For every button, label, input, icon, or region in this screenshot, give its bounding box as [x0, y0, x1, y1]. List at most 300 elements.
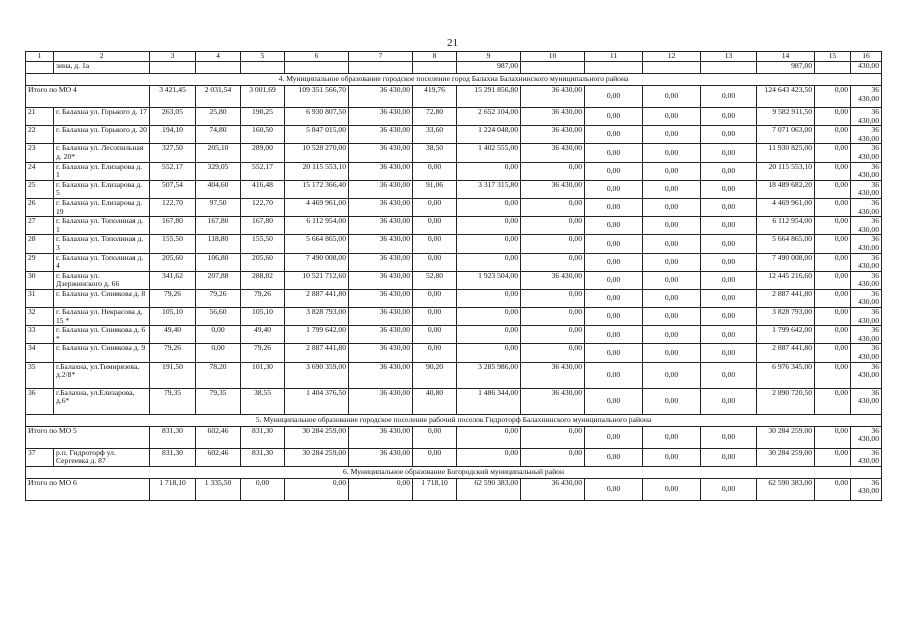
- value-cell: 191,50: [150, 362, 196, 388]
- value-cell: 3 828 793,00: [285, 308, 349, 326]
- value-cell: 0,00: [701, 108, 757, 126]
- value-cell: 0,00: [413, 344, 457, 362]
- value-cell: 167,80: [241, 217, 285, 235]
- value-cell: 12 445 216,60: [757, 271, 815, 289]
- value-cell: 5 664 865,00: [757, 235, 815, 253]
- value-cell: 25: [26, 180, 54, 198]
- value-cell: 2 652 104,00: [457, 108, 521, 126]
- value-cell: 0,00: [815, 388, 851, 414]
- data-table: [25, 51, 882, 501]
- value-cell: 4 469 961,00: [757, 198, 815, 216]
- value-cell: 0,00: [585, 217, 643, 235]
- value-cell: 97,50: [196, 198, 241, 216]
- value-cell: 0,00: [521, 198, 585, 216]
- value-cell: 0,00: [815, 217, 851, 235]
- table-row: [26, 217, 882, 235]
- value-cell: 0,00: [701, 126, 757, 144]
- value-cell: 0,00: [643, 308, 701, 326]
- value-cell: 36 430,00: [851, 144, 882, 162]
- column-header: 9: [457, 52, 521, 62]
- column-header: 2: [54, 52, 150, 62]
- column-header: 11: [585, 52, 643, 62]
- value-cell: 0,00: [585, 144, 643, 162]
- value-cell: 36 430,00: [521, 108, 585, 126]
- value-cell: 0,00: [521, 253, 585, 271]
- value-cell: 29: [26, 253, 54, 271]
- value-cell: 36 430,00: [349, 86, 413, 108]
- value-cell: 1 404 376,50: [285, 388, 349, 414]
- value-cell: 2 887 441,80: [285, 344, 349, 362]
- value-cell: 2 887 441,80: [757, 344, 815, 362]
- value-cell: 36 430,00: [851, 162, 882, 180]
- value-cell: 0,00: [643, 253, 701, 271]
- address-cell: г. Балахна ул. Тополиная д. 4: [54, 253, 150, 271]
- value-cell: 20 115 553,10: [285, 162, 349, 180]
- value-cell: 0,00: [701, 426, 757, 448]
- value-cell: 0,00: [457, 235, 521, 253]
- value-cell: 0,00: [643, 388, 701, 414]
- value-cell: 0,00: [241, 478, 285, 500]
- value-cell: [521, 62, 585, 74]
- value-cell: 36: [26, 388, 54, 414]
- value-cell: 36 430,00: [521, 271, 585, 289]
- value-cell: 21: [26, 108, 54, 126]
- value-cell: 0,00: [815, 180, 851, 198]
- value-cell: 18 489 682,20: [757, 180, 815, 198]
- value-cell: 207,88: [196, 271, 241, 289]
- value-cell: 0,00: [585, 162, 643, 180]
- column-header: 4: [196, 52, 241, 62]
- value-cell: 105,10: [241, 308, 285, 326]
- value-cell: 79,35: [150, 388, 196, 414]
- value-cell: 0,00: [643, 271, 701, 289]
- address-cell: г. Балахна ул. Горького д. 17: [54, 108, 150, 126]
- address-cell: г. Балахна ул. Дзержинского д. 66: [54, 271, 150, 289]
- value-cell: 36 430,00: [521, 362, 585, 388]
- value-cell: 1 799 642,00: [285, 326, 349, 344]
- column-header: 5: [241, 52, 285, 62]
- address-cell: Итого по МО 6: [26, 478, 150, 500]
- value-cell: 831,30: [150, 448, 196, 466]
- total-row: [26, 478, 882, 500]
- value-cell: 27: [26, 217, 54, 235]
- value-cell: 36 430,00: [851, 180, 882, 198]
- value-cell: 2 887 441,80: [757, 289, 815, 307]
- value-cell: 30: [26, 271, 54, 289]
- address-cell: г. Балахна ул. Тополиная д. 1: [54, 217, 150, 235]
- value-cell: 36 430,00: [349, 388, 413, 414]
- column-header: 12: [643, 52, 701, 62]
- address-cell: г.Балахна, ул.Елизарова, д.6*: [54, 388, 150, 414]
- column-header: 16: [851, 52, 882, 62]
- value-cell: 0,00: [643, 478, 701, 500]
- section-row: [26, 74, 882, 86]
- value-cell: 0,00: [701, 388, 757, 414]
- value-cell: 106,80: [196, 253, 241, 271]
- value-cell: 0,00: [815, 362, 851, 388]
- value-cell: [643, 62, 701, 74]
- value-cell: 36 430,00: [851, 217, 882, 235]
- value-cell: 0,00: [815, 126, 851, 144]
- value-cell: 40,80: [413, 388, 457, 414]
- value-cell: [349, 62, 413, 74]
- value-cell: 0,00: [643, 235, 701, 253]
- value-cell: 0,00: [643, 362, 701, 388]
- value-cell: 36 430,00: [521, 180, 585, 198]
- value-cell: 0,00: [585, 108, 643, 126]
- address-cell: г. Балахна ул. Синякова д. 8: [54, 289, 150, 307]
- value-cell: 79,26: [196, 289, 241, 307]
- value-cell: 0,00: [815, 162, 851, 180]
- value-cell: 205,60: [150, 253, 196, 271]
- value-cell: 0,00: [643, 344, 701, 362]
- address-cell: г. Балахна ул. Тополиная д. 3: [54, 235, 150, 253]
- value-cell: 329,05: [196, 162, 241, 180]
- value-cell: 263,05: [150, 108, 196, 126]
- value-cell: 0,00: [457, 308, 521, 326]
- value-cell: 602,46: [196, 426, 241, 448]
- value-cell: 987,00: [457, 62, 521, 74]
- value-cell: 0,00: [521, 217, 585, 235]
- value-cell: 0,00: [413, 426, 457, 448]
- value-cell: 30 284 259,00: [285, 448, 349, 466]
- value-cell: 0,00: [585, 426, 643, 448]
- table-row: [26, 362, 882, 388]
- value-cell: 36 430,00: [851, 271, 882, 289]
- address-cell: г. Балахна ул. Лесопильная д. 20*: [54, 144, 150, 162]
- value-cell: 9 582 911,50: [757, 108, 815, 126]
- value-cell: 78,20: [196, 362, 241, 388]
- value-cell: 6 112 954,00: [757, 217, 815, 235]
- value-cell: 36 430,00: [349, 235, 413, 253]
- value-cell: 3 001,69: [241, 86, 285, 108]
- value-cell: 36 430,00: [851, 362, 882, 388]
- value-cell: 36 430,00: [851, 326, 882, 344]
- section-title: 4. Муниципальное образование городское поселение город Балахна Балахнинского муниципального района: [26, 74, 882, 86]
- value-cell: 0,00: [457, 326, 521, 344]
- value-cell: 90,20: [413, 362, 457, 388]
- value-cell: 36 430,00: [349, 108, 413, 126]
- value-cell: 36 430,00: [521, 144, 585, 162]
- value-cell: 0,00: [643, 426, 701, 448]
- table-body: [26, 52, 882, 501]
- value-cell: 416,48: [241, 180, 285, 198]
- address-cell: зина, д. 1а: [54, 62, 150, 74]
- value-cell: 0,00: [585, 326, 643, 344]
- value-cell: 0,00: [701, 344, 757, 362]
- address-cell: Итого по МО 5: [26, 426, 150, 448]
- section-row: [26, 414, 882, 426]
- value-cell: [26, 62, 54, 74]
- value-cell: 0,00: [521, 344, 585, 362]
- value-cell: 36 430,00: [851, 289, 882, 307]
- value-cell: 831,30: [241, 448, 285, 466]
- value-cell: 0,00: [521, 235, 585, 253]
- page-number: 21: [447, 37, 458, 49]
- address-cell: г. Балахна ул. Елизарова д. 5: [54, 180, 150, 198]
- value-cell: 36 430,00: [521, 126, 585, 144]
- value-cell: 3 317 315,80: [457, 180, 521, 198]
- value-cell: 36 430,00: [349, 344, 413, 362]
- value-cell: 0,00: [413, 217, 457, 235]
- value-cell: 36 430,00: [349, 253, 413, 271]
- value-cell: 0,00: [585, 253, 643, 271]
- value-cell: 30 284 259,00: [757, 426, 815, 448]
- value-cell: 205,60: [241, 253, 285, 271]
- value-cell: 49,40: [150, 326, 196, 344]
- value-cell: 1 923 504,00: [457, 271, 521, 289]
- value-cell: 1 402 555,00: [457, 144, 521, 162]
- value-cell: 0,00: [585, 308, 643, 326]
- value-cell: 26: [26, 198, 54, 216]
- value-cell: 122,70: [150, 198, 196, 216]
- value-cell: 419,76: [413, 86, 457, 108]
- value-cell: 36 430,00: [851, 448, 882, 466]
- value-cell: 0,00: [815, 86, 851, 108]
- value-cell: 52,80: [413, 271, 457, 289]
- value-cell: 15 172 366,40: [285, 180, 349, 198]
- value-cell: 31: [26, 289, 54, 307]
- value-cell: 34: [26, 344, 54, 362]
- value-cell: 6 976 345,00: [757, 362, 815, 388]
- value-cell: 0,00: [643, 144, 701, 162]
- value-cell: 118,80: [196, 235, 241, 253]
- value-cell: 3 690 359,00: [285, 362, 349, 388]
- value-cell: 831,30: [241, 426, 285, 448]
- value-cell: 0,00: [701, 253, 757, 271]
- table-row: [26, 271, 882, 289]
- value-cell: 0,00: [457, 289, 521, 307]
- value-cell: 79,26: [241, 344, 285, 362]
- value-cell: 0,00: [585, 86, 643, 108]
- value-cell: 36 430,00: [349, 308, 413, 326]
- value-cell: 6 930 807,50: [285, 108, 349, 126]
- column-header: 10: [521, 52, 585, 62]
- table-row: [26, 108, 882, 126]
- value-cell: 36 430,00: [851, 253, 882, 271]
- value-cell: 10 521 712,60: [285, 271, 349, 289]
- value-cell: 33,60: [413, 126, 457, 144]
- value-cell: 0,00: [701, 235, 757, 253]
- value-cell: 0,00: [285, 478, 349, 500]
- value-cell: 0,00: [521, 162, 585, 180]
- value-cell: 1 486 344,00: [457, 388, 521, 414]
- value-cell: 0,00: [815, 198, 851, 216]
- column-header: 3: [150, 52, 196, 62]
- value-cell: 0,00: [413, 448, 457, 466]
- value-cell: 0,00: [815, 308, 851, 326]
- value-cell: 430,00: [851, 62, 882, 74]
- value-cell: 36 430,00: [349, 426, 413, 448]
- address-cell: г. Балахна ул. Некрасова д. 15 *: [54, 308, 150, 326]
- value-cell: 74,80: [196, 126, 241, 144]
- value-cell: 0,00: [413, 235, 457, 253]
- total-row: [26, 426, 882, 448]
- value-cell: 0,00: [815, 289, 851, 307]
- address-cell: г. Балахна ул. Синякова д. 6 *: [54, 326, 150, 344]
- value-cell: 3 421,45: [150, 86, 196, 108]
- value-cell: 0,00: [643, 126, 701, 144]
- value-cell: 36 430,00: [349, 144, 413, 162]
- value-cell: 0,00: [701, 180, 757, 198]
- value-cell: 0,00: [585, 388, 643, 414]
- value-cell: 0,00: [585, 126, 643, 144]
- value-cell: 1 335,50: [196, 478, 241, 500]
- address-cell: г.Балахна, ул.Тимирязева, д.2/8*: [54, 362, 150, 388]
- value-cell: 36 430,00: [851, 198, 882, 216]
- value-cell: 0,00: [585, 289, 643, 307]
- value-cell: 288,82: [241, 271, 285, 289]
- value-cell: 0,00: [643, 180, 701, 198]
- value-cell: 0,00: [701, 217, 757, 235]
- value-cell: 72,80: [413, 108, 457, 126]
- value-cell: 36 430,00: [521, 388, 585, 414]
- value-cell: 831,30: [150, 426, 196, 448]
- value-cell: 0,00: [815, 271, 851, 289]
- value-cell: 602,46: [196, 448, 241, 466]
- section-title: 6. Муниципальное образование Богородский муниципальный район: [26, 466, 882, 478]
- section-title: 5. Муниципальное образование городское поселение рабочий поселок Гидроторф Балахнинского муниципального района: [26, 414, 882, 426]
- section-row: [26, 466, 882, 478]
- value-cell: 22: [26, 126, 54, 144]
- value-cell: 507,54: [150, 180, 196, 198]
- value-cell: 0,00: [815, 235, 851, 253]
- table-row: [26, 162, 882, 180]
- value-cell: 36 430,00: [521, 86, 585, 108]
- value-cell: 0,00: [457, 198, 521, 216]
- value-cell: 0,00: [815, 108, 851, 126]
- value-cell: 0,00: [457, 217, 521, 235]
- column-header: 6: [285, 52, 349, 62]
- value-cell: 327,50: [150, 144, 196, 162]
- value-cell: 0,00: [521, 326, 585, 344]
- value-cell: 0,00: [643, 86, 701, 108]
- value-cell: 0,00: [413, 198, 457, 216]
- value-cell: 37: [26, 448, 54, 466]
- value-cell: 0,00: [457, 426, 521, 448]
- value-cell: 1 718,10: [413, 478, 457, 500]
- value-cell: 0,00: [815, 448, 851, 466]
- total-row: [26, 86, 882, 108]
- value-cell: 109 351 566,70: [285, 86, 349, 108]
- value-cell: [241, 62, 285, 74]
- address-cell: г. Балахна ул. Елизарова д. 1: [54, 162, 150, 180]
- value-cell: 0,00: [701, 448, 757, 466]
- value-cell: 79,35: [196, 388, 241, 414]
- value-cell: 25,80: [196, 108, 241, 126]
- value-cell: 5 847 015,00: [285, 126, 349, 144]
- table-row: [26, 289, 882, 307]
- value-cell: 0,00: [585, 344, 643, 362]
- value-cell: 79,26: [150, 289, 196, 307]
- value-cell: 36 430,00: [851, 235, 882, 253]
- value-cell: 2 890 720,50: [757, 388, 815, 414]
- value-cell: 101,30: [241, 362, 285, 388]
- value-cell: 38,55: [241, 388, 285, 414]
- table-row: [26, 235, 882, 253]
- value-cell: 1 799 642,00: [757, 326, 815, 344]
- value-cell: 167,80: [196, 217, 241, 235]
- value-cell: 2 887 441,80: [285, 289, 349, 307]
- value-cell: 155,50: [241, 235, 285, 253]
- value-cell: 0,00: [815, 344, 851, 362]
- value-cell: 3 828 793,00: [757, 308, 815, 326]
- value-cell: 0,00: [457, 253, 521, 271]
- column-header: 1: [26, 52, 54, 62]
- column-header: 15: [815, 52, 851, 62]
- value-cell: 11 930 825,00: [757, 144, 815, 162]
- value-cell: 36 430,00: [851, 108, 882, 126]
- value-cell: 0,00: [585, 198, 643, 216]
- value-cell: 36 430,00: [349, 362, 413, 388]
- column-header: 13: [701, 52, 757, 62]
- value-cell: 32: [26, 308, 54, 326]
- value-cell: 0,00: [413, 326, 457, 344]
- value-cell: 36 430,00: [349, 162, 413, 180]
- value-cell: 0,00: [643, 289, 701, 307]
- value-cell: 36 430,00: [851, 308, 882, 326]
- value-cell: 0,00: [643, 162, 701, 180]
- value-cell: 0,00: [585, 271, 643, 289]
- value-cell: 0,00: [585, 478, 643, 500]
- value-cell: 0,00: [643, 198, 701, 216]
- value-cell: 36 430,00: [521, 478, 585, 500]
- address-cell: г. Балахна ул. Елизарова д. 19: [54, 198, 150, 216]
- value-cell: 36 430,00: [349, 180, 413, 198]
- value-cell: 36 430,00: [349, 198, 413, 216]
- value-cell: 28: [26, 235, 54, 253]
- value-cell: 5 664 865,00: [285, 235, 349, 253]
- value-cell: [150, 62, 196, 74]
- value-cell: 0,00: [815, 253, 851, 271]
- column-header: 8: [413, 52, 457, 62]
- value-cell: 0,00: [196, 344, 241, 362]
- table-row: [26, 326, 882, 344]
- value-cell: 10 528 270,00: [285, 144, 349, 162]
- value-cell: 6 112 954,00: [285, 217, 349, 235]
- value-cell: 35: [26, 362, 54, 388]
- value-cell: 167,80: [150, 217, 196, 235]
- table-row: [26, 308, 882, 326]
- value-cell: 194,10: [150, 126, 196, 144]
- value-cell: 36 430,00: [851, 86, 882, 108]
- address-cell: Итого по МО 4: [26, 86, 150, 108]
- value-cell: 79,26: [241, 289, 285, 307]
- value-cell: 0,00: [457, 448, 521, 466]
- value-cell: 36 430,00: [851, 426, 882, 448]
- value-cell: 2 031,54: [196, 86, 241, 108]
- value-cell: 36 430,00: [349, 448, 413, 466]
- value-cell: 124 643 423,50: [757, 86, 815, 108]
- value-cell: 0,00: [585, 362, 643, 388]
- value-cell: 36 430,00: [349, 217, 413, 235]
- value-cell: 1 718,10: [150, 478, 196, 500]
- value-cell: [585, 62, 643, 74]
- value-cell: 0,00: [196, 326, 241, 344]
- address-cell: г. Балахна ул. Синякова д. 9: [54, 344, 150, 362]
- value-cell: 36 430,00: [851, 344, 882, 362]
- value-cell: 0,00: [521, 448, 585, 466]
- value-cell: 0,00: [585, 180, 643, 198]
- table-row: [26, 126, 882, 144]
- value-cell: 0,00: [701, 271, 757, 289]
- value-cell: 62 590 383,00: [457, 478, 521, 500]
- value-cell: 0,00: [413, 289, 457, 307]
- address-cell: р.п. Гидроторф ул. Сергеевка д. 87: [54, 448, 150, 466]
- table-row: [26, 388, 882, 414]
- value-cell: 552,17: [241, 162, 285, 180]
- value-cell: 0,00: [701, 478, 757, 500]
